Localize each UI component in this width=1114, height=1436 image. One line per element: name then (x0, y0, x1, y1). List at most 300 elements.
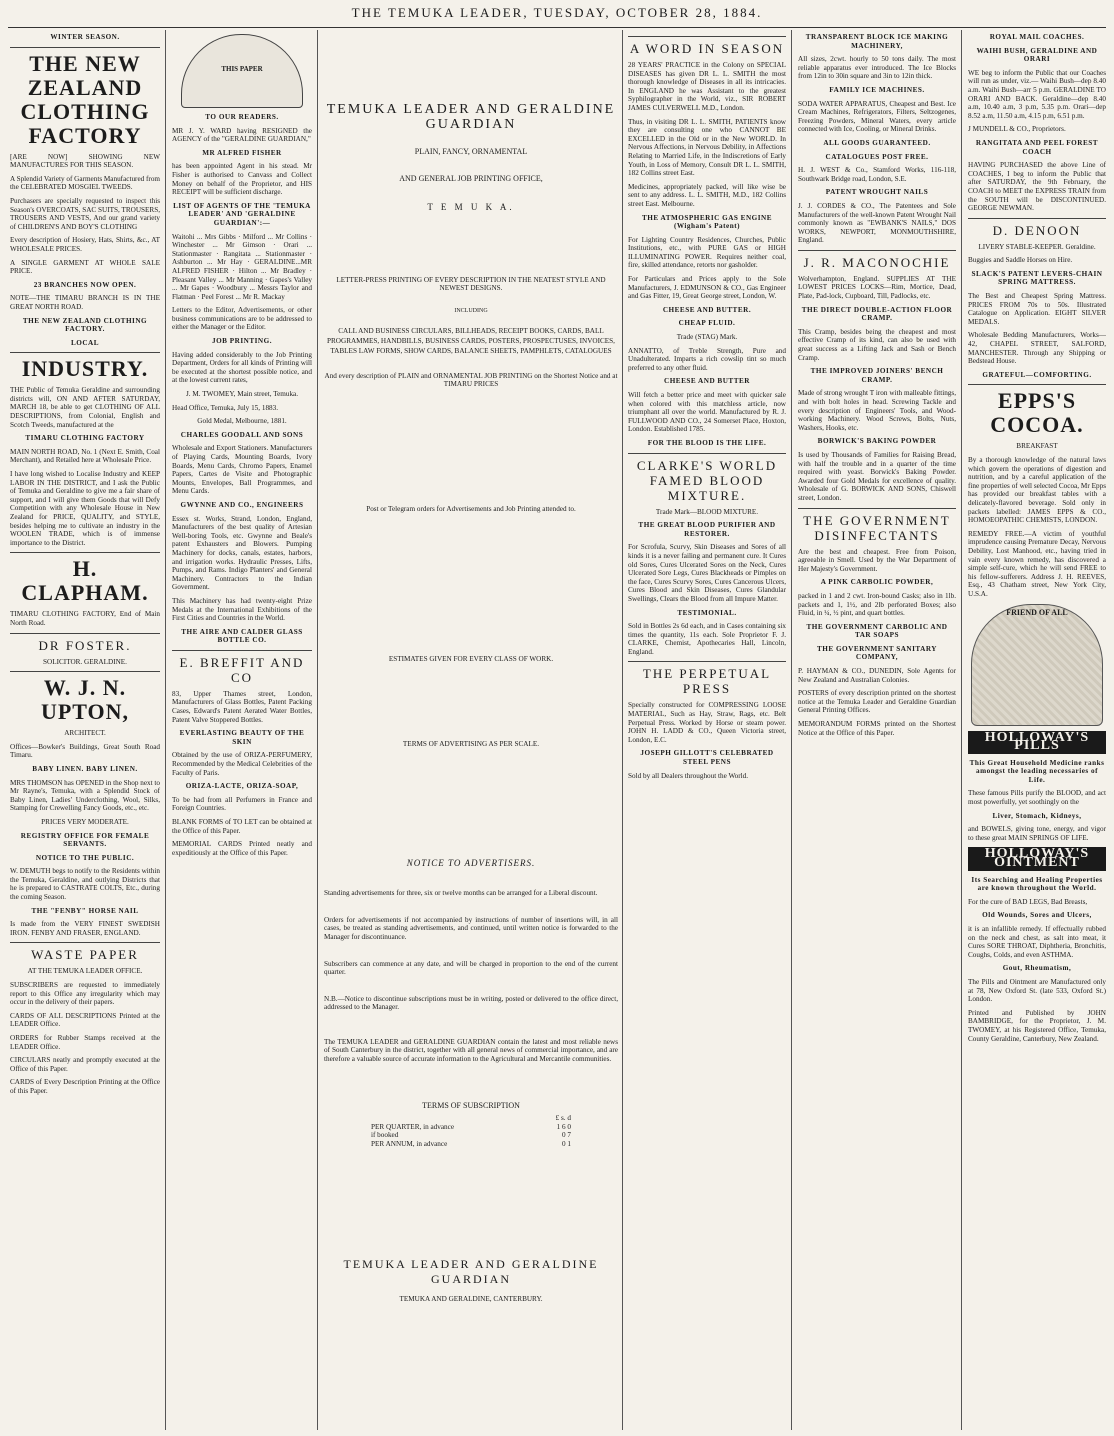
ad-heading: TESTIMONIAL. (677, 608, 737, 617)
ad-heading: BABY LINEN. BABY LINEN. (32, 764, 138, 773)
ad-heading: CATALOGUES POST FREE. (825, 152, 929, 161)
ad-text: Specially constructed for COMPRESSING LOOSE MATERIAL, Such as Hay, Straw, Rags, etc. Belt Perpetual Press. Worked by Horse or steam power. JOHN H. LADD & CO., Queen Victoria street, London, E.C. (628, 701, 786, 744)
advertisement-block (10, 907, 160, 916)
ad-heading: THE IMPROVED JOINERS' BENCH CRAMP. (810, 367, 944, 384)
ad-banner: HOLLOWAY'S PILLS (968, 731, 1106, 754)
advertisement-block (10, 676, 160, 724)
advertisement-block (628, 183, 786, 209)
ad-text: P. HAYMAN & CO., DUNEDIN, Sole Agents for New Zealand and Australian Colonies. (798, 667, 956, 684)
advertisement-block (628, 333, 786, 342)
advertisement-block (172, 390, 312, 399)
ad-heading: ROYAL MAIL COACHES. (989, 33, 1085, 41)
ad-text: Is used by Thousands of Families for Raising Bread, with half the trouble and in a quarter of the time required with yeast. Borwick's Baking Powder. Awarded four Gold Medals for excellence of quality. Wholesale of G. BORWICK AND SONS, Chiswell street, London. (798, 450, 956, 502)
advertisement-block (172, 113, 312, 122)
ad-display-heading: EPPS'S COCOA. (990, 388, 1084, 438)
ad-heading: 23 BRANCHES NOW OPEN. (33, 280, 137, 289)
advertisement-block (798, 367, 956, 384)
advertisement-block (10, 434, 160, 443)
ad-text: To be had from all Perfumers in France and Foreign Countries. (172, 795, 312, 813)
ad-text: Head Office, Temuka, July 15, 1883. (172, 403, 279, 412)
advertisement-block (968, 925, 1106, 959)
ad-text: J. M. TWOMEY, Main street, Temuka. (185, 390, 299, 399)
ad-text: CARDS OF ALL DESCRIPTIONS Printed at the LEADER Office. (10, 1011, 160, 1029)
ad-display-heading: H. CLAPHAM. (21, 556, 149, 606)
ad-text: MRS THOMSON has OPENED in the Shop next to Mr Rayne's, Temuka, with a Splendid Stock of Baby Linen, Ladies' Underclothing, Wool, Silks, Stamping for Crewelling Fancy Goods, etc., etc. (10, 778, 161, 813)
advertisement-block (798, 328, 956, 362)
ad-text: ORDERS for Rubber Stamps received at the LEADER Office. (10, 1034, 160, 1051)
subscription-row: PER QUARTER, in advance 1 6 0 (371, 1122, 571, 1131)
reliable-news: The TEMUKA LEADER and GERALDINE GUARDIAN contain the latest and most reliable news of South Canterbury in the district, together with all general news of commercial importance, and are therefore a valuable source of accurate information to the Agricultural and Mercantile communities. (324, 1037, 618, 1064)
ad-heading: THE "FENBY" HORSE NAIL (31, 906, 139, 915)
notice-2: Orders for advertisements if not accompanied by instructions of number of insertions will, in all cases, be treated as standing advertisements, and continued, until written notice is forwarded to the Manager for discontinuance. (324, 915, 618, 941)
ad-separator (10, 552, 160, 553)
advertisement-block (10, 818, 160, 827)
advertisement-block (968, 292, 1106, 326)
advertisement-block (10, 52, 160, 148)
advertisement-block (798, 389, 956, 432)
advertisement-block (968, 270, 1106, 287)
advertisement-block (628, 439, 786, 448)
ad-text: Trade (STAG) Mark. (676, 333, 738, 342)
column-divider (317, 30, 318, 1430)
office-title: TEMUKA LEADER AND GERALDINE GUARDIAN (326, 102, 616, 132)
ad-separator (968, 384, 1106, 385)
ad-text: [ARE NOW] SHOWING NEW MANUFACTURES FOR THIS SEASON. (10, 152, 160, 170)
advertisement-block (10, 832, 160, 849)
advertisement-block (798, 578, 956, 587)
ad-text: This Cramp, besides being the cheapest and most effective Cramp of its kind, can also be used with great success as a Lifting Jack and Sash or Bench Cramp. (798, 327, 956, 362)
advertisement-block (798, 202, 956, 245)
ad-heading: TRANSPARENT BLOCK ICE MAKING MACHINERY, (805, 33, 949, 50)
ad-subheading: J. R. MACONOCHIE (803, 254, 951, 270)
ad-heading: CHARLES GOODALL AND SONS (180, 430, 304, 439)
advertisement-block (10, 339, 160, 348)
ad-text: MR J. Y. WARD having RESIGNED the AGENCY of the "GERALDINE GUARDIAN," (172, 126, 312, 144)
ad-separator (10, 942, 160, 943)
advertisement-block (968, 847, 1106, 870)
advertisement-block (628, 319, 786, 328)
ad-text: Sold by all Dealers throughout the World. (628, 771, 749, 780)
ad-heading: JOB PRINTING. (211, 337, 272, 346)
advertisement-block (628, 214, 786, 231)
ad-text: Essex st. Works, Strand, London, England, Manufacturers of the best quality of Artesian Well-boring Tools, etc. Gwynne and Beale's patent Exhausters and Blowers. Pumping Machinery for docks, canals, estates, harbors, and irrigation works. Hydraulic Presses, Lifts, Pumps, and Rams. Indigo Planters' and General Machinery. Contractors to the Indian Government. (172, 514, 312, 592)
ad-heading: THE AIRE AND CALDER GLASS BOTTLE CO. (181, 627, 303, 645)
ad-text: CIRCULARS neatly and promptly executed at the Office of this Paper. (10, 1056, 160, 1073)
masthead: THE TEMUKA LEADER, TUESDAY, OCTOBER 28, 1884. (351, 5, 763, 20)
ad-text: By a thorough knowledge of the natural laws which govern the operations of digestion and nutrition, and by a careful application of the fine properties of well selected Cocoa, Mr Epps has provided our breakfast tables with a delicately-flavored beverage. Sold only in packets labelled: JAMES EPPS & CO., HOMOEOPATHIC CHEMISTS, LONDON. (968, 456, 1106, 525)
advertisement-block (968, 47, 1106, 64)
advertisement-block (968, 161, 1106, 213)
office-sub2: AND GENERAL JOB PRINTING OFFICE, (399, 173, 543, 183)
advertisement-block (798, 623, 956, 640)
ad-subheading: CLARKE'S WORLD FAMED BLOOD MIXTURE. (636, 457, 778, 503)
ad-display-heading: INDUSTRY. (21, 356, 149, 382)
advertisement-block (798, 86, 956, 95)
ad-text: CARDS of Every Description Printing at the Office of this Paper. (10, 1078, 160, 1095)
advertisement-block (172, 351, 312, 385)
paper-emblem (181, 34, 303, 108)
advertisement-block (798, 437, 956, 446)
ad-heading: Its Searching and Healing Properties are known throughout the World. (971, 875, 1103, 893)
ad-heading: THE NEW ZEALAND CLOTHING FACTORY. (22, 316, 148, 334)
ad-heading: NOTICE TO THE PUBLIC. (35, 853, 135, 862)
ad-text: and BOWELS, giving tone, energy, and vigor to these great MAIN SPRINGS OF LIFE. (968, 825, 1106, 842)
advertisement-block (798, 451, 956, 503)
advertisement-block (172, 34, 312, 108)
advertisement-block (798, 275, 956, 301)
ad-text: BLANK FORMS of TO LET can be obtained at the Office of this Paper. (172, 818, 312, 835)
ad-heading: PATENT WROUGHT NAILS (825, 188, 929, 197)
ad-heading: ORIZA-LACTE, ORIZA-SOAP, (185, 782, 299, 791)
ad-text: Medicines, appropriately packed, will like wise be sent to any address. L. L. SMITH, M.D., 182 Collins street East. Melbourne. (628, 182, 786, 208)
column-2 (168, 32, 316, 1428)
notice-1: Standing advertisements for three, six or twelve months can be arranged for a Liberal discount. (324, 889, 598, 898)
ad-text: W. DEMUTH begs to notify to the Residents within the Temuka, Geraldine, and outlying Districts that he is prepared to CASTRATE COLTS, Etc., during the coming Season. (10, 867, 160, 902)
ad-text: MEMORIAL CARDS Printed neatly and expeditiously at the Office of this Paper. (172, 840, 312, 857)
advertisement-block (968, 331, 1106, 365)
ad-heading: TO OUR READERS. (205, 113, 279, 121)
ad-text: AT THE TEMUKA LEADER OFFICE. (27, 967, 143, 976)
advertisement-block (628, 666, 786, 696)
ad-heading: FAMILY ICE MACHINES. (829, 85, 925, 94)
advertisement-block (10, 357, 160, 381)
ad-heading: EVERLASTING BEAUTY OF THE SKIN (179, 729, 305, 746)
advertisement-block (172, 202, 312, 228)
ad-display-heading: W. J. N. UPTON, (40, 675, 130, 725)
ad-text: NOTE—THE TIMARU BRANCH IS IN THE GREAT NORTH ROAD. (10, 294, 160, 311)
advertisement-block (628, 701, 786, 744)
ad-text: This Machinery has had twenty-eight Prize Medals at the International Exhibitions of the First Cities and Countries in the World. (172, 596, 312, 623)
advertisement-block (10, 854, 160, 863)
advertisement-block (968, 1009, 1106, 1043)
advertisement-block (10, 1034, 160, 1051)
ad-heading: A PINK CARBOLIC POWDER, (820, 578, 934, 587)
ad-text: SODA WATER APPARATUS, Cheapest and Best. Ice Cream Machines, Refrigerators, Filters, Seltzogenes, Freezing Powders, Mineral Waters, every article connected with Ice, Cooling, or Mineral Drinks. (798, 99, 956, 134)
advertisement-block (968, 789, 1106, 806)
advertisement-block (968, 911, 1106, 920)
advertisement-block (798, 720, 956, 737)
ad-text: Waitohi ... Mrs Gibbs · Milford ... Mr Collins · Winchester ... Mr Gimson · Orari ... Stationmaster · Rangitata ... Stationmaster · Ashburton ... Mr Hay · GERALDINE...MR ALFRED FISHER · Hilton ... Mr Bradley · Pleasant Valley ... Mr Manning · Gapes's Valley ... Mr Gapes · Woodbury ... Messrs Taylor and Flatman · Peel Forest ... Mr R. Mackay (172, 232, 312, 301)
advertisement-block (968, 243, 1106, 252)
advertisement-block (10, 947, 160, 962)
advertisement-block (10, 153, 160, 170)
advertisement-block (628, 508, 786, 517)
ad-subheading: E. BREFFIT AND CO (179, 654, 305, 685)
advertisement-block (10, 386, 160, 429)
ad-heading: WINTER SEASON. (50, 33, 120, 41)
advertisement-block (628, 458, 786, 503)
subscription-head: £ s. d (555, 1114, 571, 1123)
ad-separator (798, 508, 956, 509)
ad-text: Gold Medal, Melbourne, 1881. (197, 417, 287, 426)
ad-heading: MR ALFRED FISHER (202, 148, 282, 157)
advertisement-block (968, 33, 1106, 42)
ad-text: BREAKFAST (1016, 442, 1058, 451)
notice-title: NOTICE TO ADVERTISERS. (406, 857, 536, 868)
advertisement-block (172, 628, 312, 645)
ad-heading: THE GREAT BLOOD PURIFIER AND RESTORER. (638, 521, 776, 538)
ad-text: The Best and Cheapest Spring Mattress. PRICES FROM 70s to 50s. Illustrated Catalogue on Application. EIGHT SILVER MEDALS. (968, 292, 1106, 326)
advertisement-block (10, 557, 160, 605)
ad-heading: CHEAP FLUID. (678, 319, 736, 328)
ad-text: THE Public of Temuka Geraldine and surrounding districts will, ON AND AFTER SATURDAY, MARCH 18, be able to get CLOTHING OF ALL DESCRIPTIONS, from Colonial, English and Scotch Tweeds, manufactured at the (10, 386, 160, 429)
ad-text: WE beg to inform the Public that our Coaches will run as under, viz.— Waihi Bush—dep 8.40 a.m. Waihi Bush—arr 5 p.m. GERALDINE TO ORARI AND BACK. Geraldine—dep 8.40 a.m, 10.40 a.m, 3 p.m, 5.35 p.m. Orari—dep 8.52 a.m, 11.50 a.m, 4.15 p.m, 6.51 p.m. (968, 68, 1106, 120)
ad-text: packed in 1 and 2 cwt. Iron-bound Casks; also in 1lb. packets and 1, 1½, and 2lb perforated Boxes; also Fluid, in ¼, ½ pint, and quart bottles. (798, 591, 956, 618)
ad-heading: Liver, Stomach, Kidneys, (992, 811, 1082, 820)
advertisement-block (628, 41, 786, 56)
advertisement-block (968, 604, 1106, 726)
ad-subheading: DR FOSTER. (38, 637, 132, 653)
advertisement-block (968, 731, 1106, 754)
ad-text: Trade Mark—BLOOD MIXTURE. (655, 507, 759, 516)
advertisement-block (172, 149, 312, 158)
ad-separator (172, 650, 312, 651)
subscription-table (371, 1114, 571, 1148)
ad-text: MEMORANDUM FORMS printed on the Shortest Notice at the Office of this Paper. (798, 720, 956, 737)
advertisement-block (628, 622, 786, 656)
advertisement-block (798, 33, 956, 50)
advertisement-block (10, 658, 160, 667)
subscription-title: TERMS OF SUBSCRIPTION (422, 1100, 520, 1110)
ad-heading: JOSEPH GILLOTT'S CELEBRATED STEEL PENS (640, 749, 774, 767)
ad-text: Obtained by the use of ORIZA-PERFUMERY, Recommended by the Medical Celebrities of the Faculty of Paris. (172, 751, 312, 777)
ad-display-heading: THE NEW ZEALAND CLOTHING FACTORY (20, 50, 150, 148)
subscription-row: if booked 0 7 (371, 1131, 571, 1140)
advertisement-block (968, 898, 1106, 907)
advertisement-block (172, 796, 312, 813)
ad-text: TIMARU CLOTHING FACTORY, End of Main North Road. (10, 610, 160, 627)
advertisement-block (798, 592, 956, 618)
advertisement-block (172, 306, 312, 332)
ad-heading: CHEESE AND BUTTER. (662, 305, 752, 314)
letterpress-text: LETTER-PRESS PRINTING OF EVERY DESCRIPTION IN THE NEATEST STYLE AND NEWEST DESIGNS. (336, 275, 606, 293)
ad-text: Wholesale Bedding Manufacturers, Works—42, CHAPEL STREET, SALFORD, MANCHESTER. Through any Shipping or Bedstead House. (968, 331, 1106, 366)
ad-heading: LOCAL (70, 338, 100, 347)
ad-text: Made of strong wrought T iron with malleable fittings, and with bolt holes in head. Screwing Tackle and every description of Engineers' Tools, and Wood-working Machinery. Wood Screws, Bolts, Nuts, Washers, Hooks, etc. (798, 389, 956, 432)
advertisement-block (968, 223, 1106, 238)
ad-subheading: A WORD IN SEASON (629, 41, 785, 56)
ad-text: Buggies and Saddle Horses on Hire. (968, 256, 1073, 265)
ad-text: SOLICITOR. GERALDINE. (43, 657, 127, 666)
column-3-printing-office (320, 32, 622, 1428)
advertisement-block (628, 275, 786, 301)
advertisement-block (798, 548, 956, 574)
advertisement-block (10, 259, 160, 276)
ad-heading: GRATEFUL—COMFORTING. (982, 370, 1092, 379)
advertisement-block (10, 967, 160, 976)
ad-heading: This Great Household Medicine ranks amongst the leading necessaries of Life. (969, 758, 1105, 784)
ad-heading: THE ATMOSPHERIC GAS ENGINE (Wigham's Patent) (641, 213, 773, 231)
advertisement-block (10, 448, 160, 465)
advertisement-block (10, 33, 160, 42)
advertisement-block (798, 55, 956, 81)
advertisement-block (628, 521, 786, 538)
advertisement-block (172, 417, 312, 426)
advertisement-block (628, 347, 786, 373)
column-divider (622, 30, 623, 1430)
advertisement-block (10, 236, 160, 253)
advertisement-block (968, 139, 1106, 156)
subscription-row: PER ANNUM, in advance 0 1 (371, 1140, 571, 1149)
advertisement-block (628, 609, 786, 618)
advertisement-block (798, 166, 956, 183)
ad-text: Printed and Published by JOHN BAMBRIDGE, for the Proprietor, J. M. TWOMEY, at his Registered Office, Temuka, County Geraldine, Canterbury, New Zealand. (968, 1008, 1106, 1043)
advertisement-block (10, 197, 160, 231)
ad-text: Sold in Bottles 2s 6d each, and in Cases containing six times the quantity, 11s each. Sole Proprietor F. J. CLARKE, Chemist, Apothecaries Hall, Lincoln, England. (628, 622, 786, 656)
printing-office-ad (324, 102, 618, 1303)
advertisement-block (968, 978, 1106, 1004)
advertisement-block (798, 188, 956, 197)
column-1 (6, 32, 164, 1428)
ad-heading: SLACK'S PATENT LEVERS-CHAIN SPRING MATTRESS. (971, 269, 1103, 287)
advertisement-block (172, 337, 312, 346)
advertisement-block (628, 391, 786, 434)
ad-separator (628, 36, 786, 37)
advertisement-block (172, 729, 312, 746)
column-divider (961, 30, 962, 1430)
advertisement-block (10, 1056, 160, 1073)
ad-text: Are the best and cheapest. Free from Poison, agreeable in Smell. Used by the War Department of Her Majesty's Government. (798, 547, 956, 573)
advertisement-block (172, 655, 312, 685)
ad-text: REMEDY FREE.—A victim of youthful imprudence causing Premature Decay, Nervous Debility, Lost Manhood, etc., having tried in vain every known remedy, has discovered a simple self-cure, which he will send FREE to his fellow-sufferers. Address J. H. REEVES, Esq., 43 Chatham street, New York City, U.S.A. (968, 529, 1106, 598)
ad-text: For Lighting Country Residences, Churches, Public Institutions, etc., with PURE GAS or HIGH ILLUMINATING POWER. Requires neither coal, fire, skilled attendance, retorts nor gasholder. (628, 235, 786, 270)
ad-heading: Gout, Rheumatism, (1002, 964, 1072, 973)
column-5 (794, 32, 960, 1428)
footer-title: TEMUKA LEADER AND GERALDINE GUARDIAN (343, 1256, 599, 1286)
ad-text: Will fetch a better price and meet with quicker sale when colored with this matchless article, now triumphant all over the world. Manufactured by R. J. FULLWOOD AND CO., 24 Somerset Place, Hoxton, London. Established 1785. (628, 391, 786, 434)
advertisement-block (10, 729, 160, 738)
advertisement-block (10, 867, 160, 901)
advertisement-block (968, 825, 1106, 842)
ad-text: 28 YEARS' PRACTICE in the Colony on SPECIAL DISEASES has given DR L. L. SMITH the most thorough knowledge of Diseases in all its intricacies. In ENGLAND he was Assistant to the greatest Syphilographer in the World, viz., SIR ROBERT JAMES CULVERWELL M.D., London. (628, 61, 786, 112)
advertisement-block (10, 610, 160, 627)
advertisement-block (10, 981, 160, 1007)
advertisement-block (172, 404, 312, 413)
advertisement-block (798, 513, 956, 543)
notice-4: N.B.—Notice to discontinue subscriptions must be in writing, posted or delivered to the office direct, addressed to the Manager. (324, 994, 618, 1012)
advertisement-block (172, 840, 312, 857)
advertisement-block (798, 153, 956, 162)
advertisement-block (172, 501, 312, 510)
office-sub1: PLAIN, FANCY, ORNAMENTAL (414, 147, 528, 156)
ad-heading: RANGITATA AND PEEL FOREST COACH (975, 138, 1099, 156)
ad-separator (798, 250, 956, 251)
advertisement-block (798, 139, 956, 148)
ad-banner: HOLLOWAY'S OINTMENT (968, 847, 1106, 870)
advertisement-block (798, 100, 956, 134)
advertisement-block (798, 645, 956, 662)
advertisement-block (798, 689, 956, 715)
ad-text: All sizes, 2cwt. hourly to 50 tons daily. The most reliable apparatus ever introduced. The Ice Blocks from 12in to 30in square and 3in to 12in thick. (798, 55, 956, 81)
ad-text: I have long wished to Localise Industry and KEEP LABOR IN THE DISTRICT, and I ask the Public of Temuka and Geraldine to give me a fair share of support, and I will give them Goods that will Defy Competition with any Wholesale House in New Zealand for PRICE, QUALITY, and STYLE, besides helping me to cultivate an industry in the WOOLEN TRADE, which is of immense importance to the District. (10, 470, 160, 547)
ad-text: Every description of Hosiery, Hats, Shirts, &c., AT WHOLESALE PRICES. (10, 236, 160, 253)
advertisement-block (10, 294, 160, 311)
ad-separator (10, 47, 160, 48)
advertisement-block (968, 759, 1106, 785)
advertisement-block (968, 530, 1106, 599)
advertisement-block (628, 749, 786, 766)
advertisement-block (968, 389, 1106, 437)
ad-heading: THE GOVERNMENT SANITARY COMPANY, (816, 644, 937, 662)
ad-heading: THE GOVERNMENT CARBOLIC AND TAR SOAPS (806, 622, 948, 640)
ad-text: it is an infallible remedy. If effectually rubbed on the neck and chest, as salt into meat, it Cures SORE THROAT, Diphtheria, Bronchitis, Coughs, Colds, and even ASTHMA. (968, 925, 1106, 959)
ad-separator (10, 633, 160, 634)
ad-text: These famous Pills purify the BLOOD, and act most powerfully, yet soothingly on the (968, 789, 1106, 807)
advertisement-block (628, 543, 786, 603)
advertisement-block (968, 442, 1106, 451)
ad-text: Wholesale and Export Stationers. Manufacturers of Playing Cards, Mounting Boards, Ivory Boards, Menu Cards, Chromo Papers, Enamel Papers, Cartes de Visite and Photographic Mounts, Envelopes, Ball Programmes, and Menu Cards. (172, 444, 312, 496)
ad-heading: ALL GOODS GUARANTEED. (823, 138, 931, 147)
advertisement-block (968, 256, 1106, 265)
advertisement-block (172, 162, 312, 196)
ad-text: POSTERS of every description printed on the shortest notice at the Temuka Leader and Geraldine Guardian General Printing Offices. (798, 689, 956, 715)
advertisement-block (628, 772, 786, 781)
ad-heading: CHEESE AND BUTTER (664, 377, 750, 386)
including-label: INCLUDING (454, 307, 488, 314)
emblem-label: THIS PAPER (221, 65, 263, 73)
advertisement-block (628, 118, 786, 178)
advertisement-block (10, 765, 160, 774)
ad-separator (628, 661, 786, 662)
ad-heading: LIST OF AGENTS OF THE 'TEMUKA LEADER' AND 'GERALDINE GUARDIAN':— (173, 201, 311, 227)
ad-text: 83, Upper Thames street, London, Manufacturers of Glass Bottles, Patent Packing Cases, Edward's Patent Aerated Water Bottles, Patent Valve Stoppered Bottles. (172, 689, 312, 724)
terms-advertising: TERMS OF ADVERTISING AS PER SCALE. (402, 739, 540, 748)
ad-separator (10, 352, 160, 353)
ad-separator (968, 218, 1106, 219)
advertisement-block (172, 818, 312, 835)
advertisement-block (798, 306, 956, 323)
advertisement-block (10, 920, 160, 937)
ad-separator (10, 671, 160, 672)
advertisement-block (10, 175, 160, 192)
illustration-label: FRIEND OF ALL (1006, 607, 1068, 617)
advertisement-block (10, 1078, 160, 1095)
advertisement-block (10, 1012, 160, 1029)
advertisement-block (10, 638, 160, 653)
advertisement-block (172, 127, 312, 144)
advertisement-block (172, 690, 312, 724)
ad-text: has been appointed Agent in his stead. Mr Fisher is authorised to Canvass and Collect Money on behalf of the Proprietor, and HIS RECEIPT will be sufficient discharge. (172, 162, 312, 197)
ad-text: Purchasers are specially requested to inspect this Season's OVERCOATS, SAC SUITS, TROUSERS, TROUSERS AND VESTS, And our grand variety of CHILDREN'S AND BOY'S CLOTHING (10, 196, 160, 231)
ad-text: ARCHITECT. (64, 729, 106, 738)
advertisement-block (10, 281, 160, 290)
advertisement-block (172, 233, 312, 302)
advertisement-block (10, 743, 160, 760)
footer-sub: TEMUKA AND GERALDINE, CANTERBURY. (399, 1294, 543, 1303)
column-6 (964, 32, 1110, 1428)
advertisement-block (968, 456, 1106, 525)
office-town: T E M U K A. (427, 202, 515, 213)
ad-text: A Splendid Variety of Garments Manufactured from the CELEBRATED MOSGIEL TWEEDS. (10, 174, 160, 192)
advertisement-block (628, 377, 786, 386)
advertisement-block (798, 667, 956, 684)
advertisement-block (968, 69, 1106, 121)
ad-text: ANNATTO, of Treble Strength, Pure and Unadulterated. Imparts a rich cowslip tint so much preferred to any other fluid. (628, 346, 786, 372)
ad-text: Wolverhampton, England. SUPPLIES AT THE LOWEST PRICES LOCKS—Rim, Mortice, Dead, Plate, Pad-lock, Cupboard, Till, Padlocks, etc. (798, 274, 956, 301)
advertisement-block (968, 125, 1106, 134)
advertisement-block (10, 779, 160, 813)
ad-separator (628, 453, 786, 454)
advertisement-block (172, 444, 312, 496)
ad-text: HAVING PURCHASED the above Line of COACHES, I beg to inform the Public that after SATURDAY, the 9th February, the COACH to MEET the EXPRESS TRAIN from the SOUTH will be DISCONTINUED. GEORGE NEWMAN. (968, 161, 1106, 213)
ad-text: Letters to the Editor, Advertisements, or other business communications are to be addressed to either the Manager or the Editor. (172, 306, 312, 332)
ad-text: A SINGLE GARMENT AT WHOLE SALE PRICE. (10, 258, 160, 276)
column-divider (791, 30, 792, 1430)
advertisement-block (968, 876, 1106, 893)
ad-heading: FOR THE BLOOD IS THE LIFE. (647, 438, 767, 447)
column-4 (624, 32, 790, 1428)
friend-of-all-illustration (971, 604, 1103, 726)
